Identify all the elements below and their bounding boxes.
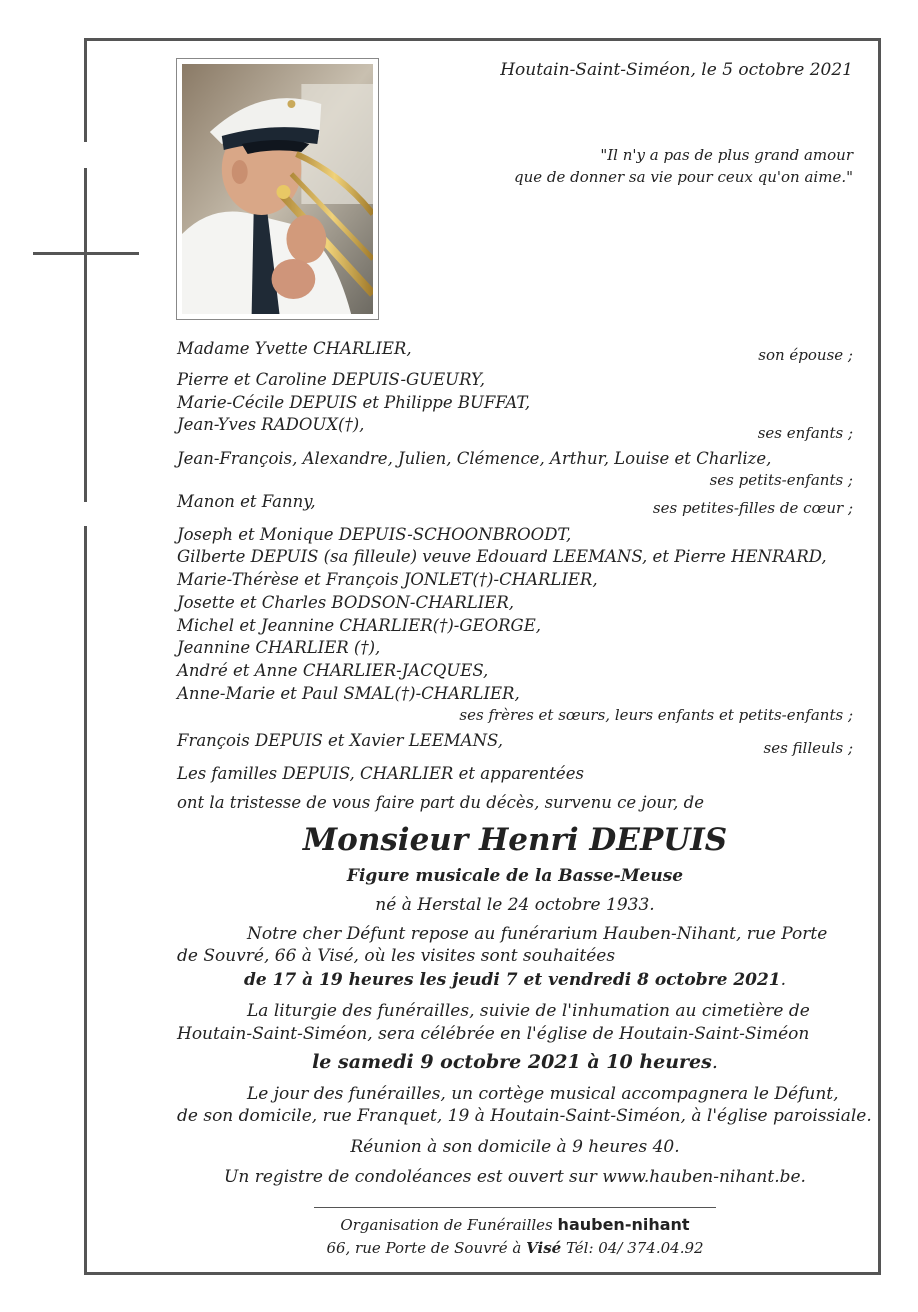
cross-vertical <box>84 168 87 502</box>
ceremony-time: le samedi 9 octobre 2021 à 10 heures <box>312 1051 712 1073</box>
announcement-line: ont la tristesse de vous faire part du décès, survenu ce jour, de <box>177 793 704 812</box>
register-info: Un registre de condoléances est ouvert sur www.hauben-nihant.be. <box>224 1167 806 1187</box>
heart-granddaughters-names: Manon et Fanny, <box>177 492 316 511</box>
child-name: Marie-Cécile DEPUIS et Philippe BUFFAT, <box>177 393 531 412</box>
deceased-name: Monsieur Henri DEPUIS <box>302 822 728 858</box>
frame-right-border <box>878 38 881 1275</box>
cross-horizontal <box>33 252 139 255</box>
sibling-name: Josette et Charles BODSON-CHARLIER, <box>177 593 514 612</box>
footer-city: Visé <box>526 1239 562 1257</box>
sibling-name: Jeannine CHARLIER (†), <box>177 638 381 657</box>
frame-left-border <box>84 526 87 1275</box>
sibling-name: Joseph et Monique DEPUIS-SCHOONBROODT, <box>177 525 572 544</box>
heart-granddaughters-relation: ses petites-filles de cœur ; <box>652 499 853 517</box>
frame-left-border <box>84 38 87 142</box>
footer-org-label: Organisation de Funérailles <box>340 1216 553 1234</box>
quote-line-1: "Il n'y a pas de plus grand amour <box>600 146 853 164</box>
deceased-subtitle: Figure musicale de la Basse-Meuse <box>346 866 684 886</box>
repose-line-2: de Souvré, 66 à Visé, où les visites sont souhaitées <box>177 946 616 966</box>
frame-bottom-border <box>84 1272 881 1275</box>
footer-address <box>180 1239 850 1257</box>
liturgy-line-2: Houtain-Saint-Siméon, sera célébrée en l'église de Houtain-Saint-Siméon <box>177 1024 810 1044</box>
footer-separator <box>314 1207 716 1208</box>
grandchildren-relation: ses petits-enfants ; <box>709 471 853 489</box>
footer-organisation <box>180 1215 850 1234</box>
repose-line-1: Notre cher Défunt repose au funérarium Hauben-Nihant, rue Porte <box>247 924 828 944</box>
sibling-name: Anne-Marie et Paul SMAL(†)-CHARLIER, <box>177 684 520 703</box>
footer-phone: Tél: 04/ 374.04.92 <box>565 1239 704 1257</box>
godchildren-names: François DEPUIS et Xavier LEEMANS, <box>177 731 503 750</box>
sibling-name: Marie-Thérèse et François JONLET(†)-CHARLIER, <box>177 570 598 589</box>
children-relation: ses enfants ; <box>757 424 853 442</box>
liturgy-line-1: La liturgie des funérailles, suivie de l'inhumation au cimetière de <box>247 1001 810 1021</box>
families-line: Les familles DEPUIS, CHARLIER et apparentées <box>177 764 584 783</box>
sibling-name: Michel et Jeannine CHARLIER(†)-GEORGE, <box>177 616 541 635</box>
spouse-name: Madame Yvette CHARLIER, <box>177 339 412 358</box>
place-date: Houtain-Saint-Siméon, le 5 octobre 2021 <box>500 60 853 80</box>
sibling-name: André et Anne CHARLIER-JACQUES, <box>177 661 489 680</box>
spouse-relation: son épouse ; <box>758 346 853 364</box>
godchildren-relation: ses filleuls ; <box>763 739 853 757</box>
meeting-info: Réunion à son domicile à 9 heures 40. <box>350 1137 680 1157</box>
portrait-photo <box>176 58 379 320</box>
birth-info: né à Herstal le 24 octobre 1933. <box>375 895 655 915</box>
child-name: Jean-Yves RADOUX(†), <box>177 415 365 434</box>
siblings-relation: ses frères et sœurs, leurs enfants et petits-enfants ; <box>459 706 853 724</box>
grandchildren-names: Jean-François, Alexandre, Julien, Clémence, Arthur, Louise et Charlize, <box>177 449 772 468</box>
cortege-line-2: de son domicile, rue Franquet, 19 à Houtain-Saint-Siméon, à l'église paroissiale. <box>177 1106 872 1126</box>
visit-hours: de 17 à 19 heures les jeudi 7 et vendredi 8 octobre 2021 <box>243 970 781 990</box>
cortege-line-1: Le jour des funérailles, un cortège musical accompagnera le Défunt, <box>247 1084 839 1104</box>
sibling-name: Gilberte DEPUIS (sa filleule) veuve Edouard LEEMANS, et Pierre HENRARD, <box>177 547 827 566</box>
brand-logo: hauben-nihant <box>557 1215 690 1234</box>
frame-top-border <box>84 38 881 41</box>
child-name: Pierre et Caroline DEPUIS-GUEURY, <box>177 370 485 389</box>
quote-line-2: que de donner sa vie pour ceux qu'on aime." <box>513 168 853 186</box>
footer-address-street: 66, rue Porte de Souvré à <box>326 1239 522 1257</box>
